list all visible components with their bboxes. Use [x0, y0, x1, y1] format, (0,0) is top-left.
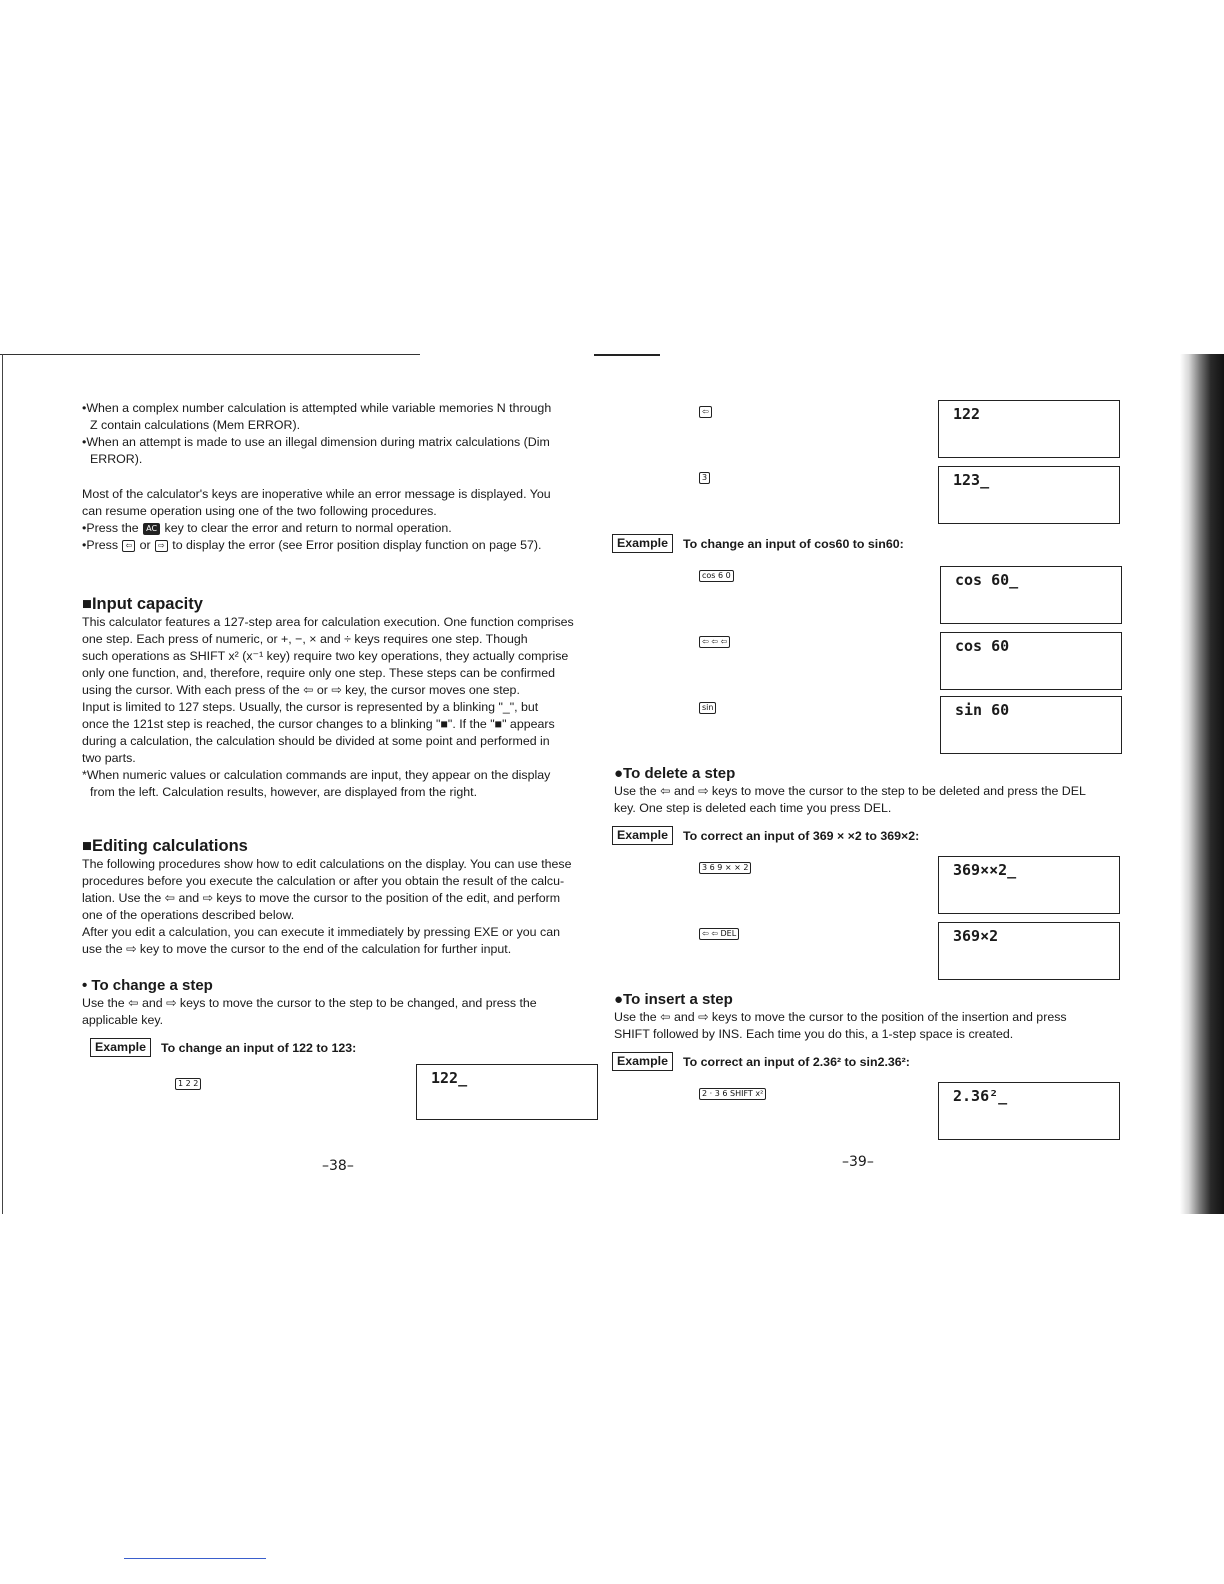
press-arrows-pre: •Press	[82, 538, 119, 552]
input-capacity-line: only one function, and, therefore, require only one step. These steps can be confirmed	[82, 666, 555, 680]
change-step-line: Use the ⇦ and ⇨ keys to move the cursor to the step to be changed, and press the	[82, 996, 537, 1010]
input-capacity-heading: ■Input capacity	[82, 595, 203, 613]
display-text: cos 60	[955, 637, 1010, 655]
key-sequence-keys: 2 · 3 6 SHIFT x²	[699, 1088, 766, 1100]
key-sequence-keys: 1 2 2	[175, 1078, 201, 1090]
example-delete	[612, 826, 919, 845]
press-ac-line	[82, 520, 598, 537]
calculator-display	[938, 1082, 1120, 1140]
example-text: To change an input of 122 to 123:	[160, 1040, 357, 1055]
resume-line: can resume operation using one of the two following procedures.	[82, 504, 437, 518]
ac-key-icon: AC	[143, 523, 160, 535]
editing-heading: ■Editing calculations	[82, 837, 248, 855]
top-rule-left	[0, 354, 420, 355]
example-tag: Example	[612, 1052, 673, 1071]
key-sequence	[698, 702, 717, 714]
input-capacity-line: using the cursor. With each press of the ⇦ or ⇨ key, the cursor moves one step.	[82, 683, 520, 697]
page-number: –38–	[322, 1158, 354, 1174]
left-page-edge	[2, 354, 3, 1214]
editing-line: After you edit a calculation, you can execute it immediately by pressing EXE or you can	[82, 925, 560, 939]
resume-paragraph	[82, 486, 598, 554]
key-sequence-keys: cos 6 0	[699, 570, 734, 582]
key-sequence-keys: ⇦ ⇦ DEL	[699, 928, 739, 940]
input-capacity-line: during a calculation, the calculation should be divided at some point and performed in	[82, 734, 550, 748]
error-bullets	[82, 400, 598, 468]
editing-section	[82, 836, 598, 958]
input-capacity-line: *When numeric values or calculation commands are input, they appear on the display	[82, 768, 551, 782]
press-ac-post: key to clear the error and return to normal operation.	[164, 521, 452, 535]
display-text: 122	[953, 405, 981, 423]
key-sequence	[174, 1078, 202, 1090]
editing-line: use the ⇨ key to move the cursor to the end of the calculation for further input.	[82, 942, 512, 956]
book-binding-edge	[1180, 354, 1224, 1214]
example-tag: Example	[90, 1038, 151, 1057]
left-arrow-key-icon: ⇦	[122, 540, 135, 552]
display-text: 369××2_	[953, 861, 1017, 879]
key-sequence	[698, 862, 752, 874]
display-text: 2.36²_	[953, 1087, 1008, 1105]
key-sequence	[698, 570, 735, 582]
input-capacity-line: two parts.	[82, 751, 136, 765]
page-number: –39–	[842, 1154, 874, 1170]
example-text: To correct an input of 369 × ×2 to 369×2:	[682, 828, 920, 843]
example-tag: Example	[612, 826, 673, 845]
editing-line: The following procedures show how to edit calculations on the display. You can use these	[82, 857, 572, 871]
calculator-display	[940, 696, 1122, 754]
press-arrows-line	[82, 537, 598, 554]
input-capacity-line: once the 121st step is reached, the cursor changes to a blinking "■". If the "■" appears	[82, 717, 555, 731]
example-text: To change an input of cos60 to sin60:	[682, 536, 904, 551]
example-cos-sin	[612, 534, 904, 553]
key-sequence-keys: ⇦ ⇦ ⇦	[699, 636, 730, 648]
key-3: 3	[699, 472, 710, 484]
display-text: 369×2	[953, 927, 999, 945]
input-capacity-line: Input is limited to 127 steps. Usually, the cursor is represented by a blinking "_", but	[82, 700, 539, 714]
insert-step-heading: ●To insert a step	[614, 991, 733, 1008]
delete-step-section	[614, 764, 1126, 817]
insert-step-section	[614, 990, 1126, 1043]
delete-step-heading: ●To delete a step	[614, 765, 736, 782]
display-text: cos 60_	[955, 571, 1019, 589]
display-text: 122_	[431, 1069, 468, 1087]
display-text: sin 60	[955, 701, 1010, 719]
key-sequence	[698, 928, 740, 940]
change-step-line: applicable key.	[82, 1013, 164, 1027]
insert-step-line: Use the ⇦ and ⇨ keys to move the cursor to the position of the insertion and press	[614, 1010, 1067, 1024]
top-rule-right	[594, 354, 660, 356]
change-step-section	[82, 976, 598, 1029]
example-tag: Example	[612, 534, 673, 553]
error-bullet-line: Z contain calculations (Mem ERROR).	[90, 418, 301, 432]
change-step-example	[90, 1038, 356, 1057]
right-arrow-key-icon: ⇨	[155, 540, 168, 552]
editing-line: one of the operations described below.	[82, 908, 295, 922]
error-bullet-line: •When an attempt is made to use an illegal dimension during matrix calculations (Dim	[82, 435, 550, 449]
calculator-display	[416, 1064, 598, 1120]
calculator-display	[938, 922, 1120, 980]
example-insert	[612, 1052, 910, 1071]
input-capacity-line: from the left. Calculation results, however, are displayed from the right.	[90, 785, 478, 799]
input-capacity-section	[82, 594, 598, 801]
resume-line: Most of the calculator's keys are inoperative while an error message is displayed. You	[82, 487, 551, 501]
press-arrows-mid: or	[139, 538, 151, 552]
key-sequence	[698, 472, 711, 484]
calculator-display	[940, 632, 1122, 690]
key-sequence	[698, 406, 713, 418]
error-bullet-line: ERROR).	[90, 452, 143, 466]
input-capacity-line: such operations as SHIFT x² (x⁻¹ key) require two key operations, they actually comprise	[82, 649, 569, 663]
insert-step-line: SHIFT followed by INS. Each time you do this, a 1-step space is created.	[614, 1027, 1014, 1041]
press-arrows-post: to display the error (see Error position display function on page 57).	[172, 538, 542, 552]
calculator-display	[940, 566, 1122, 624]
calculator-display	[938, 856, 1120, 914]
key-sequence	[698, 636, 731, 648]
example-text: To correct an input of 2.36² to sin2.36²:	[682, 1054, 910, 1069]
display-text: 123_	[953, 471, 990, 489]
input-capacity-line: This calculator features a 127-step area for calculation execution. One function comprises	[82, 615, 574, 629]
sin-key: sin	[699, 702, 716, 714]
change-step-heading: • To change a step	[82, 977, 213, 994]
press-ac-pre: •Press the	[82, 521, 139, 535]
editing-line: procedures before you execute the calculation or after you obtain the result of the calcu-	[82, 874, 565, 888]
delete-step-line: Use the ⇦ and ⇨ keys to move the cursor to the step to be deleted and press the DEL	[614, 784, 1086, 798]
editing-line: lation. Use the ⇦ and ⇨ keys to move the cursor to the position of the edit, and perform	[82, 891, 561, 905]
bottom-link-line	[124, 1558, 266, 1559]
key-sequence	[698, 1088, 767, 1100]
calculator-display	[938, 400, 1120, 458]
input-capacity-line: one step. Each press of numeric, or +, −, × and ÷ keys requires one step. Though	[82, 632, 528, 646]
calculator-display	[938, 466, 1120, 524]
error-bullet-line: •When a complex number calculation is attempted while variable memories N through	[82, 401, 552, 415]
left-arrow-key-icon: ⇦	[699, 406, 712, 418]
key-sequence-keys: 3 6 9 × × 2	[699, 862, 751, 874]
delete-step-line: key. One step is deleted each time you press DEL.	[614, 801, 892, 815]
